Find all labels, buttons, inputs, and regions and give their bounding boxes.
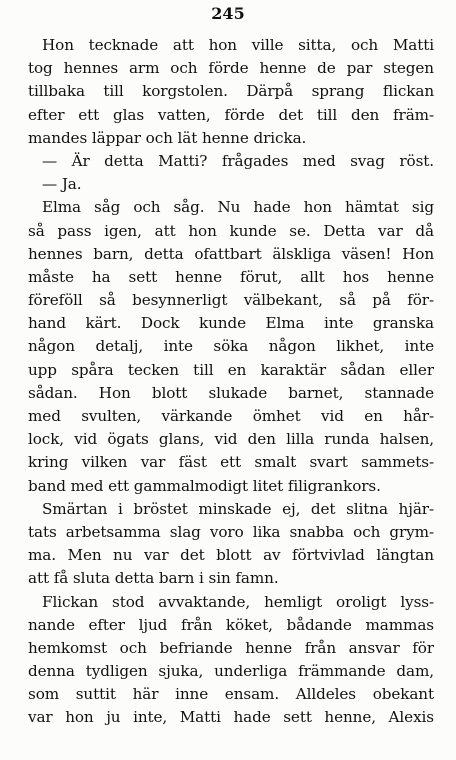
text-line: sådan. Hon blott slukade barnet, stannade xyxy=(28,383,434,402)
text-line: Elma såg och såg. Nu hade hon hämtat sig xyxy=(42,198,434,217)
text-line: mandes läppar och lät henne dricka. xyxy=(28,128,307,147)
text-line: band med ett gammalmodigt litet filigrankors. xyxy=(28,476,381,495)
text-line: Hon tecknade att hon ville sitta, och Matti xyxy=(42,36,434,54)
text-line: som suttit här inne ensam. Alldeles obekant xyxy=(28,685,434,704)
text-line: med svulten, värkande ömhet vid en hår- xyxy=(28,407,434,425)
text-line: hennes barn, detta ofattbart älskliga väsen! Hon xyxy=(28,244,434,263)
page-number: 245 xyxy=(211,4,245,23)
text-line: måste ha sett henne förut, allt hos henne xyxy=(28,267,434,286)
text-line: denna tydligen sjuka, underliga främmande dam, xyxy=(28,662,434,681)
text-line: Smärtan i bröstet minskade ej, det slitna hjär- xyxy=(42,499,434,518)
text-line: nande efter ljud från köket, bådande mammas xyxy=(28,615,434,634)
text-line: tog hennes arm och förde henne de par stegen xyxy=(28,59,434,78)
text-line: upp spåra tecken till en karaktär sådan eller xyxy=(28,360,434,379)
text-line: Flickan stod avvaktande, hemligt oroligt lyss- xyxy=(42,592,434,611)
text-line: var hon ju inte, Matti hade sett henne, Alexis xyxy=(28,708,434,727)
body-text xyxy=(28,34,434,730)
text-line: tats arbetsamma slag voro lika snabba och grym- xyxy=(28,522,434,541)
text-line: tillbaka till korgstolen. Därpå sprang flickan xyxy=(28,82,434,101)
text-line: hand kärt. Dock kunde Elma inte granska xyxy=(28,314,434,333)
text-line: någon detalj, inte söka någon likhet, inte xyxy=(28,337,434,356)
text-line: så pass igen, att hon kunde se. Detta var då xyxy=(28,221,434,240)
text-line: att få sluta detta barn i sin famn. xyxy=(28,569,279,588)
text-line: ma. Men nu var det blott av förtvivlad längtan xyxy=(28,546,434,565)
text-line: — Ja. xyxy=(42,175,82,194)
text-line: hemkomst och befriande henne från ansvar för xyxy=(28,638,434,657)
text-line: kring vilken var fäst ett smalt svart sammets- xyxy=(28,453,434,472)
text-line: — Är detta Matti? frågades med svag röst. xyxy=(42,151,434,170)
text-line: lock, vid ögats glans, vid den lilla runda halsen, xyxy=(28,430,434,449)
text-line: efter ett glas vatten, förde det till den främ- xyxy=(28,105,434,124)
text-line: föreföll så besynnerligt välbekant, så på för- xyxy=(28,291,434,310)
